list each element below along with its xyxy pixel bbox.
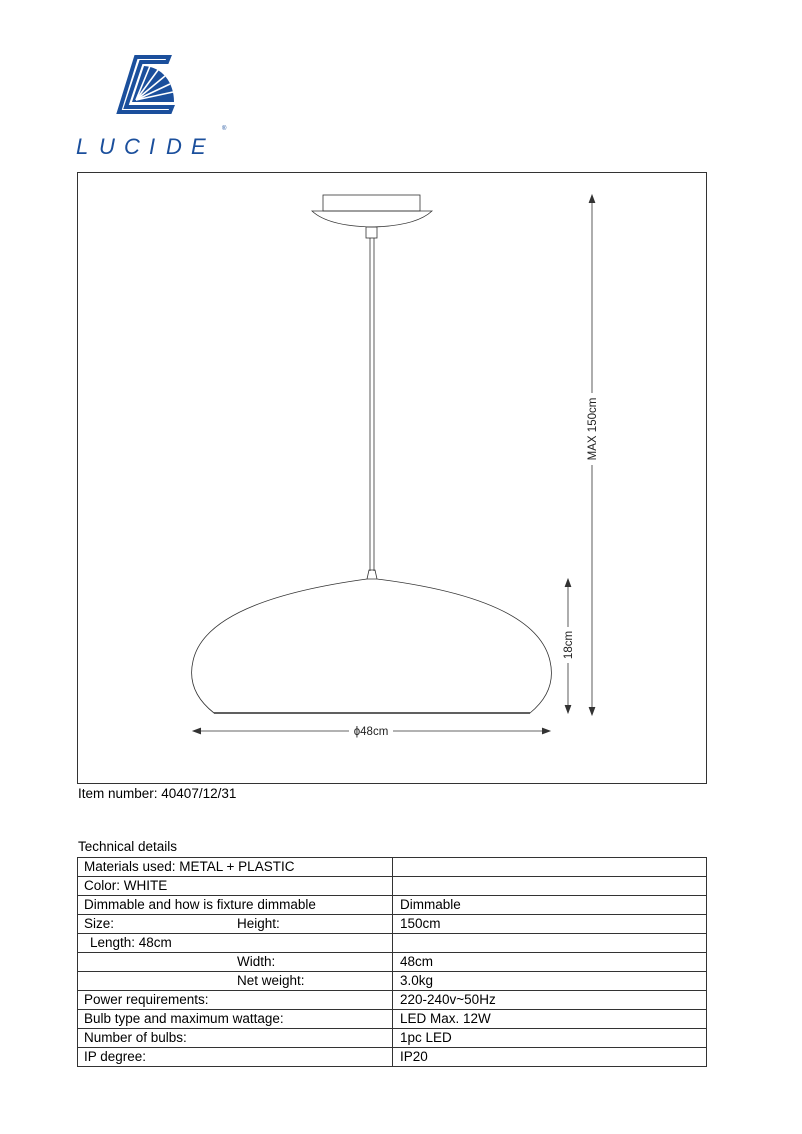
row-label-cell bbox=[78, 915, 393, 934]
svg-text:E: E bbox=[191, 134, 206, 159]
row-label: Color: WHITE bbox=[84, 878, 168, 893]
row-label: IP degree: bbox=[84, 1049, 147, 1064]
row-value: 48cm bbox=[393, 953, 707, 972]
table-row bbox=[78, 1029, 707, 1048]
row-label: Length: 48cm bbox=[90, 935, 172, 950]
row-value: LED Max. 12W bbox=[393, 1010, 707, 1029]
ceiling-canopy bbox=[312, 211, 432, 227]
technical-details-table bbox=[77, 857, 707, 1067]
table-row bbox=[78, 858, 707, 877]
row-label: Power requirements: bbox=[84, 992, 209, 1007]
row-label-cell bbox=[78, 1048, 393, 1067]
cord-grip-top bbox=[366, 227, 377, 238]
row-label-cell bbox=[78, 972, 393, 991]
svg-text:C: C bbox=[124, 134, 140, 159]
row-label: Dimmable and how is fixture dimmable bbox=[84, 897, 316, 912]
table-row bbox=[78, 915, 707, 934]
row-sublabel: Height: bbox=[237, 916, 280, 931]
diameter-label: ϕ48cm bbox=[353, 726, 389, 738]
row-label-cell bbox=[78, 858, 393, 877]
shade-height-label: 18cm bbox=[563, 630, 575, 660]
row-value bbox=[393, 934, 707, 953]
table-row bbox=[78, 1048, 707, 1067]
row-value: 150cm bbox=[393, 915, 707, 934]
row-label-cell bbox=[78, 953, 393, 972]
table-row bbox=[78, 877, 707, 896]
table-row bbox=[78, 896, 707, 915]
svg-text:I: I bbox=[149, 134, 156, 159]
svg-text:U: U bbox=[99, 134, 115, 159]
product-drawing-frame bbox=[77, 172, 707, 784]
table-row bbox=[78, 953, 707, 972]
row-value: 220-240v~50Hz bbox=[393, 991, 707, 1010]
table-row bbox=[78, 991, 707, 1010]
row-label-cell bbox=[78, 991, 393, 1010]
svg-text:®: ® bbox=[222, 126, 227, 132]
row-label: Materials used: METAL + PLASTIC bbox=[84, 859, 295, 874]
technical-details-heading: Technical details bbox=[78, 839, 178, 854]
row-label-cell bbox=[78, 896, 393, 915]
row-label-cell bbox=[78, 877, 393, 896]
ceiling-base bbox=[323, 195, 420, 211]
row-label-cell bbox=[78, 934, 393, 953]
row-value: Dimmable bbox=[393, 896, 707, 915]
row-sublabel: Width: bbox=[237, 954, 276, 969]
row-label-cell bbox=[78, 1010, 393, 1029]
row-label: Size: bbox=[84, 916, 115, 931]
row-value: IP20 bbox=[393, 1048, 707, 1067]
table-row bbox=[78, 1010, 707, 1029]
max-height-label: MAX 150cm bbox=[587, 397, 599, 461]
row-value: 3.0kg bbox=[393, 972, 707, 991]
row-value bbox=[393, 877, 707, 896]
table-row bbox=[78, 972, 707, 991]
cord-grip-bottom bbox=[367, 570, 377, 579]
lamp-technical-drawing bbox=[78, 173, 706, 783]
svg-text:D: D bbox=[166, 134, 182, 159]
row-label: Bulb type and maximum wattage: bbox=[84, 1011, 284, 1026]
table-row bbox=[78, 934, 707, 953]
item-number: Item number: 40407/12/31 bbox=[78, 786, 237, 801]
row-sublabel: Net weight: bbox=[237, 973, 305, 988]
row-value bbox=[393, 858, 707, 877]
row-label: Number of bulbs: bbox=[84, 1030, 187, 1045]
lamp-shade bbox=[192, 579, 552, 713]
row-value: 1pc LED bbox=[393, 1029, 707, 1048]
lucide-logo bbox=[74, 52, 234, 162]
row-label-cell bbox=[78, 1029, 393, 1048]
svg-text:L: L bbox=[76, 134, 89, 159]
